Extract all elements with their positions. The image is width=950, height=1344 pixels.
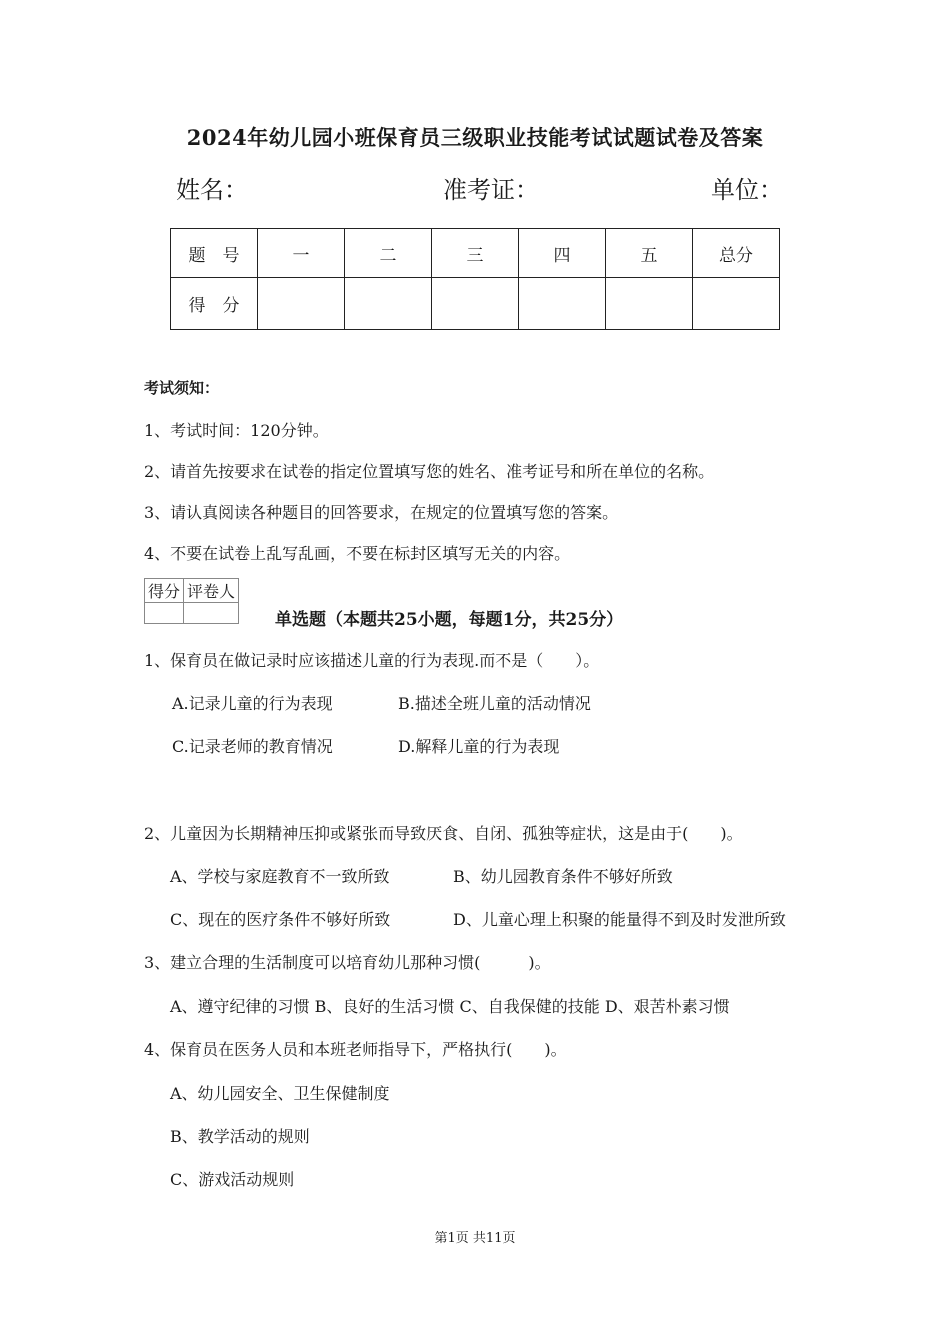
notice-item: 4、不要在试卷上乱写乱画，不要在标封区填写无关的内容。 bbox=[144, 544, 571, 563]
score-cell[interactable] bbox=[519, 278, 606, 330]
name-field-label: 姓名： bbox=[176, 176, 248, 204]
question-4-option-b: B、教学活动的规则 bbox=[170, 1127, 310, 1146]
grader-box bbox=[144, 578, 239, 624]
score-cell[interactable] bbox=[258, 278, 345, 330]
section-title: 单选题（本题共25小题，每题1分，共25分） bbox=[275, 610, 624, 630]
question-1-option-d: D.解释儿童的行为表现 bbox=[398, 737, 560, 756]
grader-score-cell[interactable] bbox=[145, 603, 184, 624]
unit-field-label: 单位： bbox=[711, 176, 783, 204]
page-footer: 第1页 共11页 bbox=[434, 1231, 516, 1246]
document-title: 2024年幼儿园小班保育员三级职业技能考试试题试卷及答案 bbox=[186, 125, 764, 150]
score-table bbox=[170, 228, 780, 330]
section-4-header: 四 bbox=[519, 229, 606, 278]
grader-name-label: 评卷人 bbox=[184, 579, 239, 603]
question-1-option-b: B.描述全班儿童的活动情况 bbox=[398, 694, 591, 713]
question-2-stem: 2、儿童因为长期精神压抑或紧张而导致厌食、自闭、孤独等症状，这是由于( )。 bbox=[144, 824, 743, 843]
total-score-header: 总分 bbox=[693, 229, 780, 278]
question-3-options: A、遵守纪律的习惯 B、良好的生活习惯 C、自我保健的技能 D、艰苦朴素习惯 bbox=[170, 997, 730, 1016]
question-2-option-a: A、学校与家庭教育不一致所致 bbox=[170, 867, 390, 886]
score-cell[interactable] bbox=[432, 278, 519, 330]
question-4-stem: 4、保育员在医务人员和本班老师指导下，严格执行( )。 bbox=[144, 1040, 567, 1059]
score-table-score-row bbox=[171, 278, 780, 330]
question-4-option-c: C、游戏活动规则 bbox=[170, 1170, 295, 1189]
notice-item: 2、请首先按要求在试卷的指定位置填写您的姓名、准考证号和所在单位的名称。 bbox=[144, 462, 715, 481]
question-2-option-c: C、现在的医疗条件不够好所致 bbox=[170, 910, 391, 929]
score-label: 得 分 bbox=[171, 278, 258, 330]
section-2-header: 二 bbox=[345, 229, 432, 278]
question-1-option-c: C.记录老师的教育情况 bbox=[172, 737, 333, 756]
grader-score-label: 得分 bbox=[145, 579, 184, 603]
question-number-label: 题 号 bbox=[171, 229, 258, 278]
question-2-option-b: B、幼儿园教育条件不够好所致 bbox=[453, 867, 673, 886]
notice-heading: 考试须知： bbox=[144, 379, 220, 397]
score-cell[interactable] bbox=[693, 278, 780, 330]
notice-item: 1、考试时间：120分钟。 bbox=[144, 421, 329, 440]
score-cell[interactable] bbox=[606, 278, 693, 330]
question-2-option-d: D、儿童心理上积聚的能量得不到及时发泄所致 bbox=[453, 910, 786, 929]
score-cell[interactable] bbox=[345, 278, 432, 330]
section-3-header: 三 bbox=[432, 229, 519, 278]
question-1-option-a: A.记录儿童的行为表现 bbox=[172, 694, 333, 713]
question-3-stem: 3、建立合理的生活制度可以培育幼儿那种习惯( )。 bbox=[144, 953, 551, 972]
question-4-option-a: A、幼儿园安全、卫生保健制度 bbox=[170, 1084, 390, 1103]
section-1-header: 一 bbox=[258, 229, 345, 278]
question-1-stem: 1、保育员在做记录时应该描述儿童的行为表现.而不是（ ）。 bbox=[144, 651, 600, 670]
exam-id-field-label: 准考证： bbox=[443, 176, 539, 204]
grader-name-cell[interactable] bbox=[184, 603, 239, 624]
score-table-header-row bbox=[171, 229, 780, 278]
notice-item: 3、请认真阅读各种题目的回答要求，在规定的位置填写您的答案。 bbox=[144, 503, 619, 522]
section-5-header: 五 bbox=[606, 229, 693, 278]
